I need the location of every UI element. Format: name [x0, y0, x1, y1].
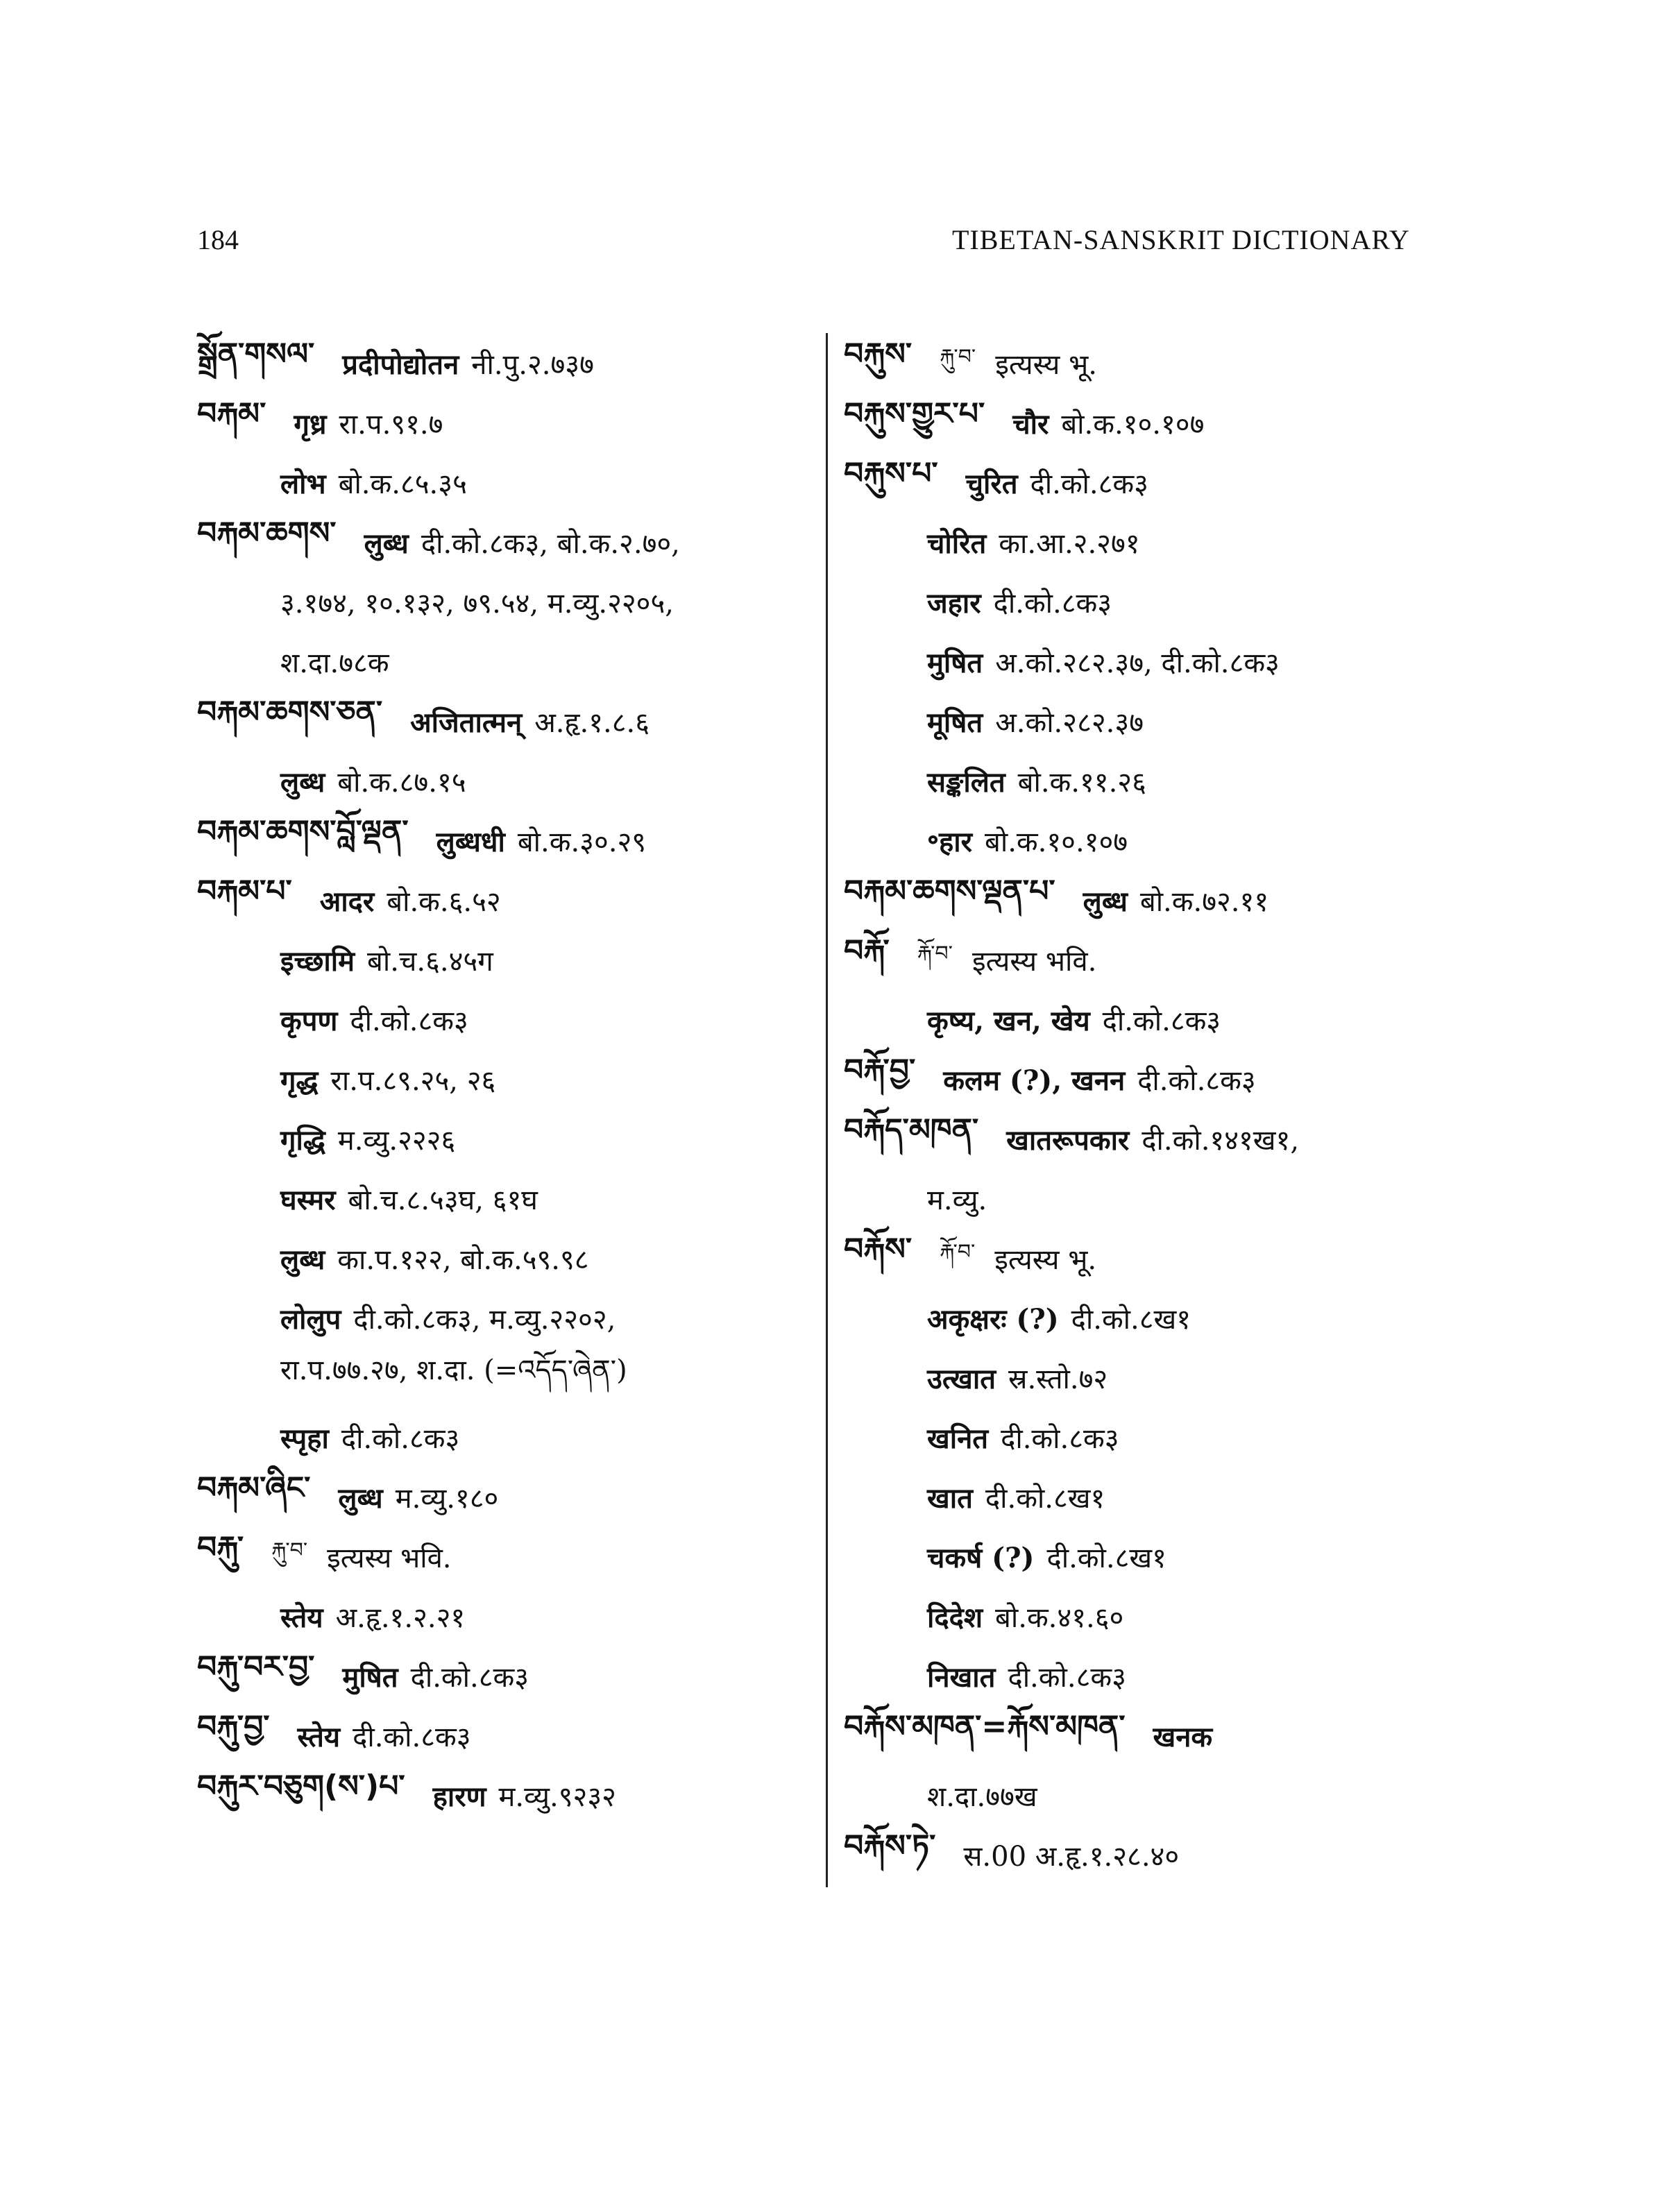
sanskrit-equivalent: खनक	[1153, 1720, 1213, 1753]
dictionary-entry	[844, 393, 1482, 452]
source-reference: नी.पु.२.७३७	[471, 348, 594, 381]
dictionary-entry	[197, 1646, 835, 1705]
sanskrit-equivalent: चुरित	[965, 467, 1018, 500]
source-reference: अ.को.२८२.३७	[995, 706, 1144, 739]
source-reference: का.प.१२२, बो.क.५९.९८	[337, 1243, 589, 1276]
source-reference: दी.को.८क३	[341, 1422, 460, 1455]
sanskrit-equivalent: खात	[927, 1481, 973, 1515]
source-reference: बो.च.६.४५ग	[367, 945, 493, 978]
source-reference: दी.को.८क३	[1102, 1005, 1221, 1037]
dictionary-entry	[197, 1467, 835, 1526]
source-reference: बो.च.८.५३घ, ६१घ	[348, 1184, 538, 1216]
sanskrit-equivalent: चौर	[1012, 407, 1049, 441]
sanskrit-equivalent: गृद्ध	[280, 1064, 319, 1097]
dictionary-entry	[844, 512, 1482, 572]
source-reference: स्र.स्तो.७२	[1008, 1363, 1108, 1395]
source-reference: दी.को.८ख१	[985, 1482, 1105, 1515]
source-reference: इत्यस्य भू.	[994, 1243, 1097, 1276]
sanskrit-equivalent: लुब्ध	[280, 1243, 325, 1276]
sanskrit-equivalent: घस्मर	[280, 1183, 336, 1216]
source-reference: बो.क.३०.२९	[517, 826, 647, 858]
dictionary-entry	[197, 333, 835, 393]
sanskrit-equivalent: गृद्धि	[280, 1123, 325, 1157]
tibetan-headword: བརྐུ་བར་བྱ་	[197, 1649, 315, 1685]
sanskrit-equivalent: स्तेय	[280, 1601, 323, 1634]
source-reference: रा.प.८९.२५, २६	[330, 1064, 496, 1097]
source-reference: ३.१७४, १०.१३२, ७९.५४, म.व्यु.२२०५,	[280, 587, 674, 620]
source-reference: रा.प.७७.२७, श.दा. (=འདོད་ཞེན་)	[280, 1354, 627, 1386]
dictionary-entry	[197, 1765, 835, 1825]
dictionary-entry	[844, 1347, 1482, 1407]
source-reference: म.व्यु.९२३२	[498, 1780, 616, 1813]
dictionary-entry	[197, 1168, 835, 1228]
sanskrit-equivalent: ॰हार	[927, 825, 972, 858]
source-reference: का.आ.२.२७१	[999, 527, 1140, 560]
dictionary-entry	[844, 631, 1482, 691]
source-reference: बो.क.१०.१०७	[1061, 408, 1205, 441]
source-reference: श.दा.७८क	[280, 647, 389, 679]
dictionary-entry	[197, 1526, 835, 1586]
left-column	[197, 333, 835, 1825]
sanskrit-equivalent: जहार	[927, 586, 981, 620]
dictionary-entry	[844, 1586, 1482, 1646]
sanskrit-equivalent: स्तेय	[297, 1720, 341, 1753]
dictionary-entry	[197, 989, 835, 1049]
source-reference: बो.क.११.२६	[1017, 766, 1146, 799]
dictionary-entry	[844, 1407, 1482, 1467]
sanskrit-equivalent: अजितात्मन्	[410, 706, 523, 739]
source-reference: दी.को.१४१ख१,	[1142, 1124, 1300, 1157]
tibetan-headword: བརྐམ་ཆགས་ལྡན་པ་	[844, 874, 1055, 909]
source-reference: म.व्यु.	[927, 1184, 987, 1216]
source-reference: बो.क.१०.१०७	[985, 826, 1128, 858]
dictionary-entry	[844, 989, 1482, 1049]
sanskrit-equivalent: सङ्कलित	[927, 765, 1006, 799]
sanskrit-equivalent: चोरित	[927, 527, 987, 560]
tibetan-headword: བརྐོ་བྱ་	[844, 1053, 916, 1088]
tibetan-headword: བརྐུ་བྱ་	[197, 1709, 270, 1744]
source-reference: रा.प.९१.७	[339, 408, 443, 441]
source-reference: अ.को.२८२.३७, दी.को.८क३	[995, 647, 1280, 679]
page-number: 184	[197, 224, 239, 255]
source-reference: म.व्यु.२२२६	[337, 1124, 456, 1157]
source-reference: इत्यस्य भवि.	[327, 1542, 452, 1574]
sanskrit-equivalent: मुषित	[927, 646, 983, 679]
sanskrit-equivalent: खातरूपकार	[1006, 1123, 1130, 1157]
tibetan-headword: བརྐུས་	[844, 337, 913, 372]
source-reference: दी.को.८क३	[1001, 1422, 1119, 1455]
dictionary-entry	[197, 691, 835, 751]
sanskrit-equivalent: निखात	[927, 1660, 996, 1694]
tibetan-headword: བརྐུས་པ་	[844, 456, 938, 491]
tibetan-headword: བརྐོད་མཁན་	[844, 1112, 979, 1148]
tibetan-headword: བརྐམ་ཆགས་བློ་ལྡན་	[197, 814, 409, 849]
dictionary-entry	[844, 930, 1482, 989]
grammar-root: རྐུ་བ་	[940, 345, 976, 369]
tibetan-headword: བརྐམ་ཆགས་	[197, 516, 337, 551]
dictionary-entry	[197, 930, 835, 989]
source-reference: दी.को.८ख१	[1046, 1542, 1166, 1574]
dictionary-entry	[844, 1825, 1482, 1885]
sanskrit-equivalent: चकर्ष (?)	[927, 1541, 1035, 1574]
dictionary-entry	[844, 1109, 1482, 1168]
dictionary-entry	[844, 572, 1482, 631]
dictionary-entry	[844, 1526, 1482, 1586]
tibetan-headword: བརྐུར་བཅུག(ས་)པ་	[197, 1769, 405, 1804]
tibetan-headword: བརྐོས་མཁན་=རྐོས་མཁན་	[844, 1709, 1126, 1744]
source-reference: दी.को.८क३	[410, 1661, 529, 1694]
source-reference: बो.क.७२.११	[1139, 885, 1269, 918]
running-header: TIBETAN-SANSKRIT DICTIONARY	[952, 224, 1410, 255]
column-divider	[826, 333, 828, 1887]
sanskrit-equivalent: लुब्ध	[1083, 885, 1128, 918]
source-reference: दी.को.८क३	[1137, 1064, 1256, 1097]
source-reference: दी.को.८क३	[1030, 468, 1148, 500]
dictionary-entry	[197, 1109, 835, 1168]
grammar-root: རྐོ་བ་	[940, 1240, 976, 1264]
sanskrit-equivalent: लोभ	[280, 467, 326, 500]
sanskrit-equivalent: प्रदीपोद्योतन	[342, 348, 459, 381]
source-reference: दी.को.८क३	[350, 1005, 468, 1037]
dictionary-entry	[844, 751, 1482, 810]
sanskrit-equivalent: लोलुप	[280, 1302, 341, 1336]
grammar-root: རྐོ་བ་	[917, 942, 953, 966]
source-reference: बो.क.८७.१५	[337, 766, 466, 799]
source-reference: बो.क.८५.३५	[338, 468, 467, 500]
dictionary-entry	[844, 1467, 1482, 1526]
sanskrit-equivalent: लुब्धधी	[436, 825, 505, 858]
sanskrit-equivalent: लुब्ध	[280, 765, 325, 799]
sanskrit-equivalent: इच्छामि	[280, 944, 355, 978]
dictionary-entry	[197, 1049, 835, 1109]
sanskrit-equivalent: खनित	[927, 1422, 989, 1455]
tibetan-headword: བརྐུ་	[197, 1530, 244, 1565]
sanskrit-equivalent: लुब्ध	[364, 527, 409, 560]
sanskrit-equivalent: अकृक्षरः (?)	[927, 1302, 1059, 1336]
dictionary-entry	[844, 870, 1482, 930]
sanskrit-equivalent: आदर	[319, 885, 375, 918]
dictionary-entry	[844, 1288, 1482, 1347]
source-reference: श.दा.७७ख	[927, 1780, 1037, 1813]
dictionary-entry	[844, 1705, 1482, 1765]
tibetan-headword: བརྐུས་གྱུར་པ་	[844, 396, 985, 432]
grammar-root: རྐུ་བ་	[271, 1538, 308, 1563]
source-reference: इत्यस्य भवि.	[971, 945, 1097, 978]
dictionary-entry	[197, 1228, 835, 1288]
right-column	[844, 333, 1482, 1885]
source-reference: अ.हृ.१.२.२१	[335, 1601, 466, 1634]
dictionary-entry	[844, 691, 1482, 751]
source-reference: दी.को.८क३, बो.क.२.७०,	[421, 527, 680, 560]
sanskrit-equivalent: कृष्य, खन, खेय	[927, 1004, 1090, 1037]
dictionary-entry	[197, 810, 835, 870]
source-reference: बो.क.६.५२	[387, 885, 501, 918]
sanskrit-equivalent: उत्खात	[927, 1362, 996, 1395]
sanskrit-equivalent: मुषित	[342, 1660, 398, 1694]
dictionary-entry	[197, 512, 835, 572]
source-reference: म.व्यु.१८०	[395, 1482, 499, 1515]
source-reference: इत्यस्य भू.	[995, 348, 1097, 381]
sanskrit-equivalent: हारण	[432, 1780, 486, 1813]
tibetan-headword: བརྐོས་	[844, 1232, 913, 1267]
tibetan-headword: སྒྲོན་གསལ་	[197, 337, 315, 372]
source-reference: अ.हृ.१.८.६	[534, 706, 650, 739]
source-reference: दी.को.८क३	[1008, 1661, 1126, 1694]
sanskrit-equivalent: लुब्ध	[338, 1481, 383, 1515]
source-reference: स.00 अ.हृ.१.२८.४०	[963, 1840, 1180, 1873]
sanskrit-equivalent: दिदेश	[927, 1601, 983, 1634]
sanskrit-equivalent: गृध्र	[294, 407, 327, 441]
source-reference: दी.को.८ख१	[1071, 1303, 1191, 1336]
source-reference: दी.को.८क३	[993, 587, 1112, 620]
sanskrit-equivalent: कृपण	[280, 1004, 338, 1037]
tibetan-headword: བརྐམ་པ་	[197, 874, 292, 909]
source-reference: दी.को.८क३	[353, 1721, 471, 1753]
tibetan-headword: བརྐམ་ཞིང་	[197, 1470, 311, 1506]
tibetan-headword: བརྐོ་	[844, 933, 890, 969]
sanskrit-equivalent: स्पृहा	[280, 1422, 329, 1455]
tibetan-headword: བརྐམ་	[197, 396, 266, 432]
sanskrit-equivalent: कलम (?), खनन	[943, 1064, 1126, 1097]
tibetan-headword: བརྐམ་ཆགས་ཅན་	[197, 695, 383, 730]
tibetan-headword: བརྐོས་ཏེ་	[844, 1828, 936, 1864]
dictionary-entry	[844, 1228, 1482, 1288]
dictionary-entry	[197, 1347, 835, 1407]
source-reference: दी.को.८क३, म.व्यु.२२०२,	[353, 1303, 616, 1336]
source-reference: बो.क.४१.६०	[995, 1601, 1124, 1634]
sanskrit-equivalent: मूषित	[927, 706, 983, 739]
